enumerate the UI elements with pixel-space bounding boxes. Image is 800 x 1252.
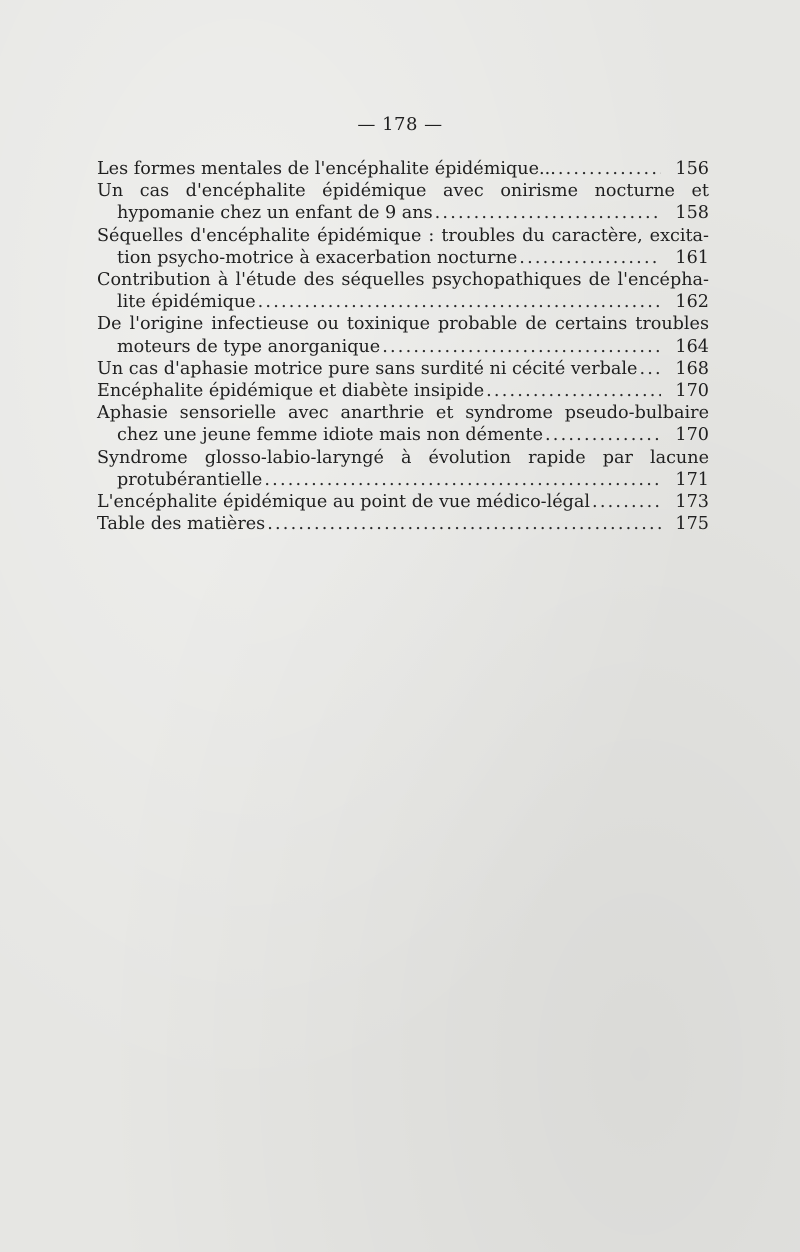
dot-leader <box>545 424 661 446</box>
toc-entry-title: De l'origine infectieuse ou toxinique probable de certains troubles <box>97 314 709 335</box>
toc-entry-line <box>97 424 709 446</box>
toc-entry-title: Table des matières <box>97 514 266 535</box>
toc-entry-title-line <box>97 269 709 291</box>
toc-entry-title: L'encéphalite épidémique au point de vue médico-légal <box>97 492 591 513</box>
toc-entry-line <box>97 491 709 513</box>
dot-leader <box>264 469 661 491</box>
toc-entry-page: 173 <box>675 492 709 513</box>
toc-entry-title-cont: chez une jeune femme idiote mais non démente <box>117 425 543 446</box>
toc-entry-title-cont: moteurs de type anorganique <box>117 336 381 357</box>
toc-entry-line <box>97 291 709 313</box>
toc-entry-page: 162 <box>675 292 709 313</box>
dot-leader <box>267 513 661 535</box>
dot-leader <box>519 247 661 269</box>
toc-entry-page: 170 <box>675 425 709 446</box>
toc-entry-line <box>97 469 709 491</box>
toc-entry <box>97 313 709 357</box>
toc-entry-page: 158 <box>675 203 709 224</box>
toc-entry-title-line <box>97 447 709 469</box>
toc-entry-line <box>97 513 709 535</box>
toc-entry-line <box>97 358 709 380</box>
toc-entry <box>97 158 709 180</box>
toc-entry <box>97 402 709 446</box>
page-number: — 178 — <box>357 114 443 135</box>
toc-entry-title-line <box>97 225 709 247</box>
toc-entry <box>97 491 709 513</box>
toc-entry-line <box>97 380 709 402</box>
toc-entry-title: Un cas d'encéphalite épidémique avec onirisme nocturne et <box>97 181 709 202</box>
dot-leader <box>258 291 661 313</box>
toc-entry-page: 161 <box>675 247 709 268</box>
toc-entry <box>97 358 709 380</box>
toc-entry-title: Séquelles d'encéphalite épidémique : troubles du caractère, excita- <box>97 225 709 246</box>
toc-entry-page: 164 <box>675 336 709 357</box>
toc-entry-title-line <box>97 313 709 335</box>
toc-entry-title-cont: lite épidémique <box>117 292 256 313</box>
toc-entry-line <box>97 336 709 358</box>
toc-entry-title: Un cas d'aphasie motrice pure sans surdité ni cécité verbale <box>97 358 638 379</box>
toc-entry-page: 171 <box>675 469 709 490</box>
dot-leader <box>435 202 661 224</box>
table-of-contents <box>97 158 709 535</box>
toc-entry-title: Syndrome glosso-labio-laryngé à évolution rapide par lacune <box>97 447 709 468</box>
toc-entry <box>97 269 709 313</box>
toc-entry <box>97 513 709 535</box>
toc-entry-title: Encéphalite épidémique et diabète insipide <box>97 381 485 402</box>
toc-entry-title: Contribution à l'étude des séquelles psychopathiques de l'encépha- <box>97 270 709 291</box>
toc-entry-page: 156 <box>675 159 709 179</box>
dot-leader <box>558 158 661 180</box>
toc-entry <box>97 225 709 269</box>
toc-entry-title: Aphasie sensorielle avec anarthrie et syndrome pseudo-bulbaire <box>97 403 709 424</box>
toc-entry-line <box>97 247 709 269</box>
dot-leader <box>486 380 661 402</box>
toc-entry-page: 170 <box>675 381 709 402</box>
toc-entry-page: 168 <box>675 358 709 379</box>
dot-leader <box>592 491 661 513</box>
toc-entry-title-cont: tion psycho-motrice à exacerbation nocturne <box>117 247 518 268</box>
toc-entry <box>97 380 709 402</box>
toc-entry-title-cont: hypomanie chez un enfant de 9 ans <box>117 203 433 224</box>
toc-entry-line <box>97 158 709 180</box>
dot-leader <box>382 336 661 358</box>
toc-entry-title-line <box>97 180 709 202</box>
dot-leader <box>639 358 661 380</box>
toc-entry-line <box>97 202 709 224</box>
toc-entry <box>97 180 709 224</box>
toc-entry-title-line <box>97 402 709 424</box>
toc-entry-title: Les formes mentales de l'encéphalite épidémique... <box>97 159 556 179</box>
toc-entry-title-cont: protubérantielle <box>117 469 263 490</box>
toc-entry <box>97 447 709 491</box>
toc-entry-page: 175 <box>675 514 709 535</box>
